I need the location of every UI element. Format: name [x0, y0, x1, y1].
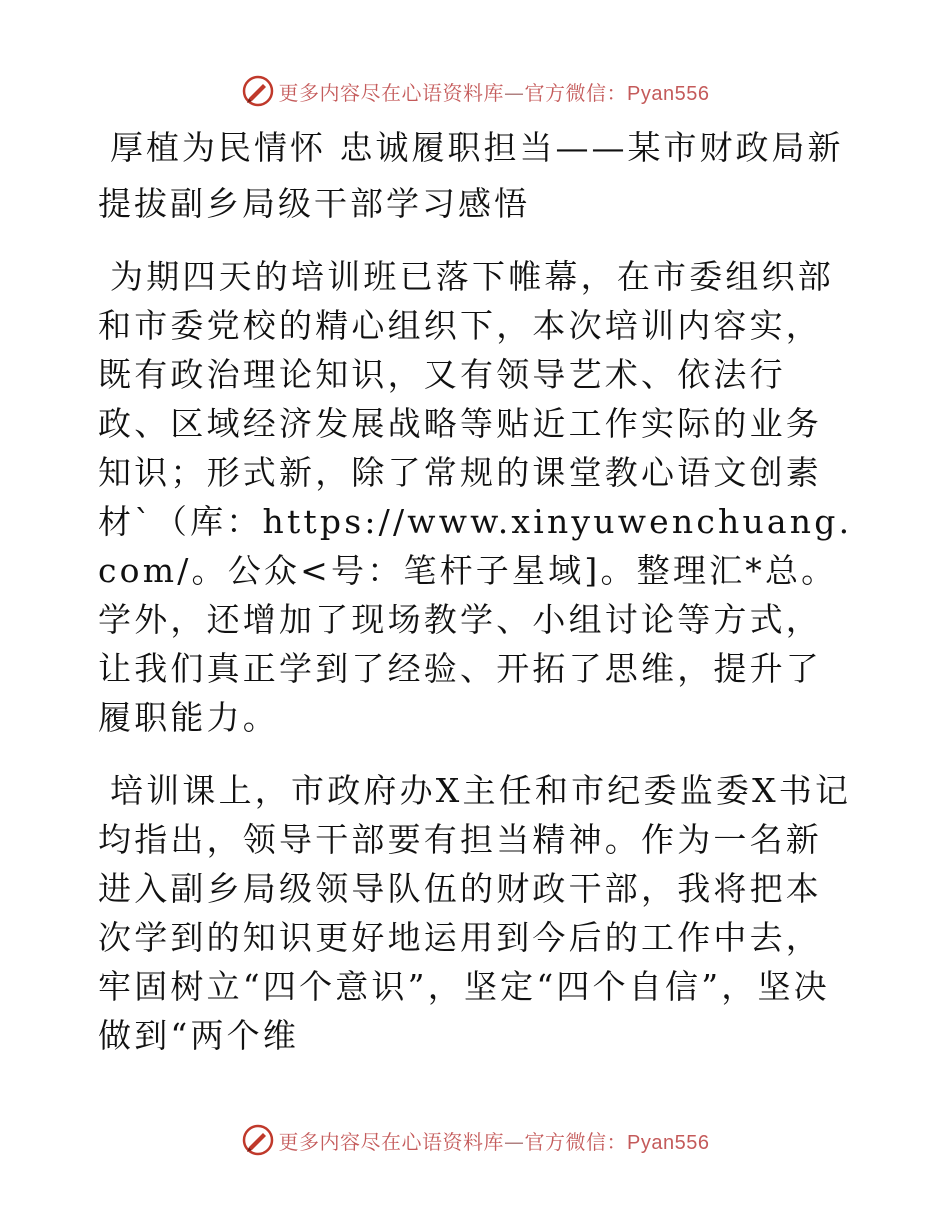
watermark-dash: — [504, 1129, 525, 1154]
pen-logo-icon [241, 1123, 275, 1157]
watermark-wechat-id: Pyan556 [627, 82, 710, 105]
footer-watermark [0, 1120, 950, 1160]
pen-logo-icon [241, 74, 275, 108]
watermark-dash: — [504, 80, 525, 105]
watermark-wechat-label: 官方微信： [524, 80, 628, 105]
document-body [98, 120, 858, 1060]
paragraph-1: 为期四天的培训班已落下帷幕，在市委组织部和市委党校的精心组织下，本次培训内容实，既有政治理论知识，又有领导艺术、依法行政、区域经济发展战略等贴近工作实际的业务知识；形式新，除了常规的课堂教心语文创素材`（库：https://www.xinyuwenchuang.com/。公众<号：笔杆子星域]。整理汇*总。学外，还增加了现场教学、小组讨论等方式，让我们真正学到了经验、开拓了思维，提升了履职能力。 [98, 257, 853, 737]
header-watermark [0, 71, 950, 111]
watermark-text: 更多内容尽在心语资料库 [278, 80, 505, 105]
document-title: 厚植为民情怀 忠诚履职担当——某市财政局新提拔副乡局级干部学习感悟 [98, 128, 844, 223]
paragraph-2: 培训课上，市政府办X主任和市纪委监委X书记均指出，领导干部要有担当精神。作为一名新进入副乡局级领导队伍的财政干部，我将把本次学到的知识更好地运用到今后的工作中去，牢固树立“四个意识”，坚定“四个自信”，坚决做到“两个维 [98, 771, 852, 1055]
watermark-wechat-id: Pyan556 [627, 1131, 710, 1154]
watermark-text: 更多内容尽在心语资料库 [278, 1129, 505, 1154]
watermark-wechat-label: 官方微信： [524, 1129, 628, 1154]
